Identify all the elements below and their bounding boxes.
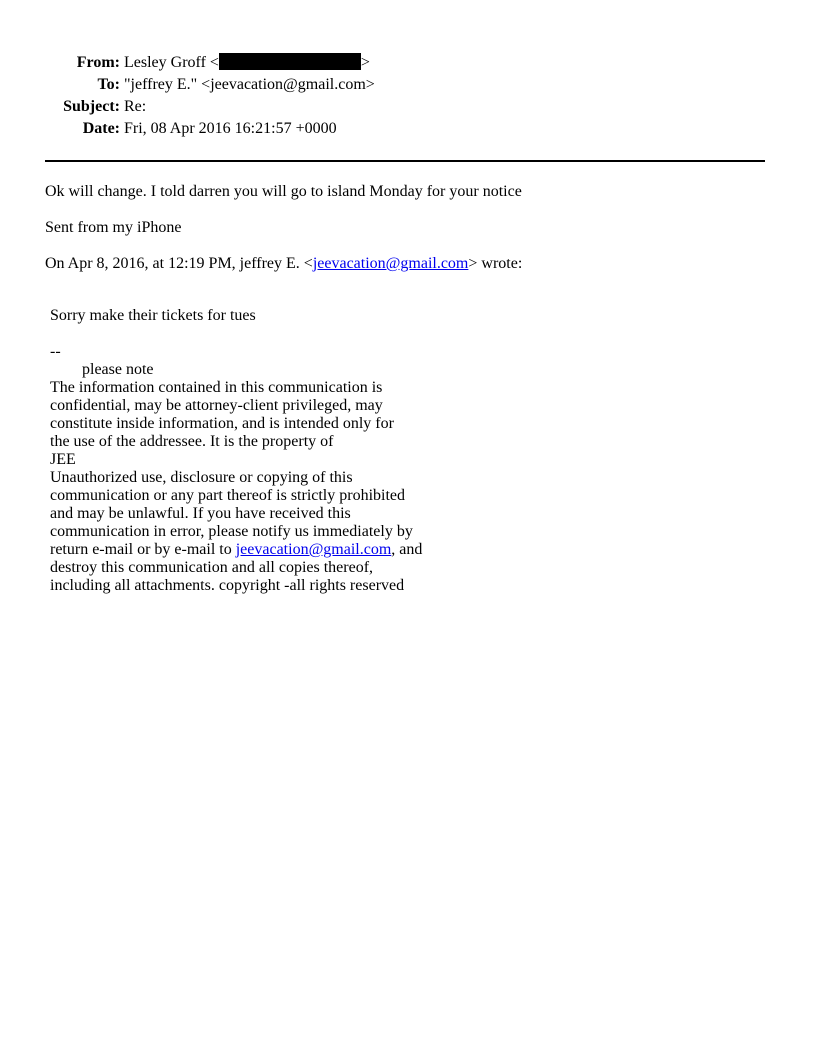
- disclaimer-line: communication in error, please notify us immediately by: [50, 523, 413, 540]
- date-value: Fri, 08 Apr 2016 16:21:57 +0000: [124, 120, 337, 137]
- wrote-suffix: > wrote:: [468, 255, 523, 272]
- disclaimer-line: constitute inside information, and is intended only for: [50, 415, 394, 432]
- reply-text: Ok will change. I told darren you will go to island Monday for your notice: [45, 183, 522, 200]
- from-value: [124, 52, 370, 74]
- disclaimer-line: including all attachments. copyright -all rights reserved: [50, 577, 405, 594]
- from-row: [0, 52, 816, 74]
- disclaimer-line: [50, 541, 422, 559]
- from-name: Lesley Groff <: [124, 54, 219, 71]
- subject-label: Subject:: [63, 98, 120, 115]
- disclaimer-line: JEE: [50, 451, 76, 468]
- date-label: Date:: [82, 120, 120, 137]
- subject-row: [0, 96, 816, 118]
- return-prefix: return e-mail or by e-mail to: [50, 541, 236, 558]
- to-row: [0, 74, 816, 96]
- sig-dash: --: [50, 343, 61, 360]
- disclaimer-line: Unauthorized use, disclosure or copying of this: [50, 469, 353, 486]
- disclaimer-line: confidential, may be attorney-client privileged, may: [50, 397, 383, 414]
- disclaimer-line: The information contained in this communication is: [50, 379, 383, 396]
- to-value: "jeffrey E." <jeevacation@gmail.com>: [124, 76, 375, 93]
- disclaimer-line: and may be unlawful. If you have received this: [50, 505, 351, 522]
- disclaimer-line: the use of the addressee. It is the property of: [50, 433, 334, 450]
- email-header: [0, 52, 816, 140]
- from-close: >: [360, 54, 370, 71]
- redaction-block: [219, 53, 361, 70]
- quoted-message: Sorry make their tickets for tues: [50, 307, 256, 324]
- please-note: please note: [82, 361, 154, 378]
- to-label: To:: [97, 76, 120, 93]
- from-label: From:: [76, 54, 120, 71]
- date-row: [0, 118, 816, 140]
- quoted-disclaimer: [50, 343, 422, 595]
- header-divider: [45, 160, 765, 162]
- wrote-line: [45, 254, 522, 274]
- disclaimer-line: destroy this communication and all copies thereof,: [50, 559, 374, 576]
- wrote-prefix: On Apr 8, 2016, at 12:19 PM, jeffrey E. <: [45, 255, 313, 272]
- disclaimer-email-link[interactable]: jeevacation@gmail.com: [235, 541, 392, 558]
- wrote-email-link[interactable]: jeevacation@gmail.com: [312, 255, 469, 272]
- return-suffix: , and: [391, 541, 423, 558]
- signature-text: Sent from my iPhone: [45, 219, 182, 236]
- subject-value: Re:: [124, 98, 147, 115]
- disclaimer-line: communication or any part thereof is strictly prohibited: [50, 487, 406, 504]
